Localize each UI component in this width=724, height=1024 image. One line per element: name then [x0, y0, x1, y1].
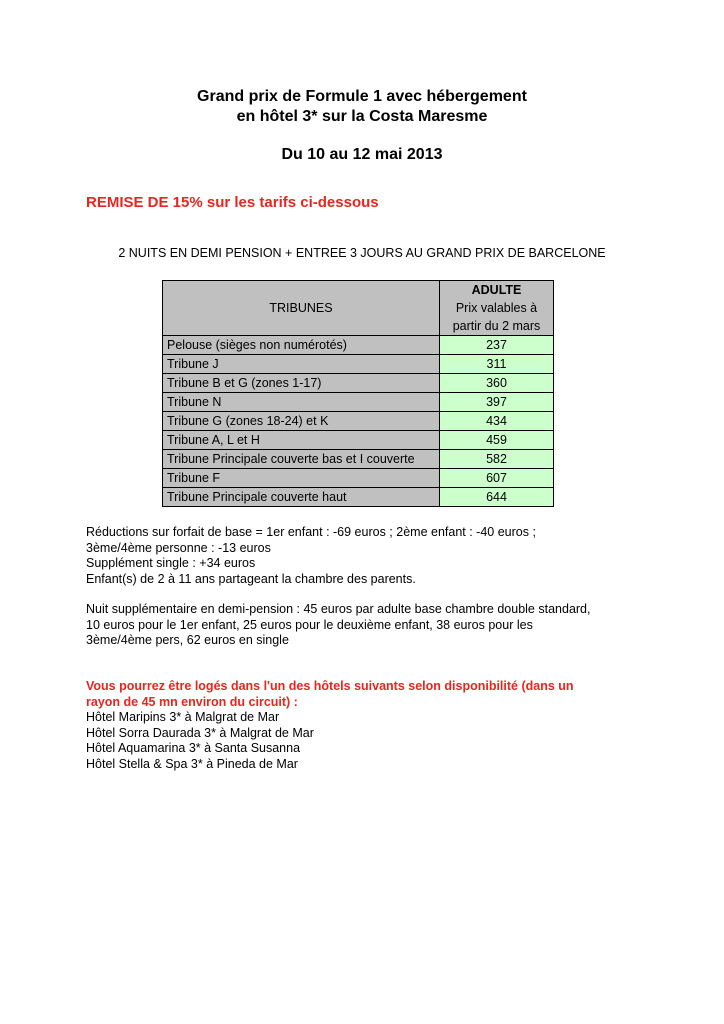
header-adulte-title: ADULTE: [471, 283, 522, 297]
event-dates: Du 10 au 12 mai 2013: [281, 146, 443, 163]
hotel-item: Hôtel Aquamarina 3* à Santa Susanna: [86, 741, 301, 755]
tribune-price: 311: [440, 355, 554, 374]
header-adulte-note1: Prix valables à: [455, 301, 538, 315]
extra-night-line: 3ème/4ème pers, 62 euros en single: [86, 633, 289, 647]
hotel-item: Hôtel Maripins 3* à Malgrat de Mar: [86, 710, 280, 724]
tribune-price: 459: [440, 431, 554, 450]
table-row: [163, 450, 554, 469]
hotel-item: Hôtel Sorra Daurada 3* à Malgrat de Mar: [86, 725, 314, 740]
hotels-section: [86, 679, 646, 772]
package-description: 2 NUITS EN DEMI PENSION + ENTREE 3 JOURS AU GRAND PRIX DE BARCELONE: [118, 246, 606, 260]
tribune-price: 434: [440, 412, 554, 431]
price-table: [162, 280, 554, 507]
hotels-intro: rayon de 45 mn environ du circuit) :: [86, 694, 298, 709]
reductions-line: Supplément single : +34 euros: [86, 556, 256, 570]
header-adulte-note2: partir du 2 mars: [452, 319, 541, 333]
tribune-price: 397: [440, 393, 554, 412]
table-row: [163, 431, 554, 450]
reductions-line: 3ème/4ème personne : -13 euros: [86, 540, 271, 555]
tribune-name: Tribune J: [163, 355, 440, 374]
hotels-intro: Vous pourrez être logés dans l'un des hôtels suivants selon disponibilité (dans un: [86, 679, 574, 693]
page-title-line1: Grand prix de Formule 1 avec hébergement: [197, 88, 527, 105]
table-row: [163, 374, 554, 393]
reductions-line: Réductions sur forfait de base = 1er enfant : -69 euros ; 2ème enfant : -40 euros ;: [86, 525, 536, 539]
table-row: [163, 412, 554, 431]
tribune-name: Tribune Principale couverte bas et I couverte: [163, 450, 440, 469]
table-row: [163, 355, 554, 374]
extra-night-section: [86, 602, 646, 649]
reductions-line: Enfant(s) de 2 à 11 ans partageant la chambre des parents.: [86, 571, 416, 586]
header-adulte: [440, 281, 554, 336]
discount-banner: REMISE DE 15% sur les tarifs ci-dessous: [86, 194, 379, 211]
reductions-section: [86, 525, 646, 587]
tribune-price: 237: [440, 336, 554, 355]
page-title-line2: en hôtel 3* sur la Costa Maresme: [236, 108, 488, 125]
tribune-name: Tribune F: [163, 469, 440, 488]
tribune-price: 607: [440, 469, 554, 488]
tribune-price: 360: [440, 374, 554, 393]
table-row: [163, 393, 554, 412]
hotel-item: Hôtel Stella & Spa 3* à Pineda de Mar: [86, 756, 298, 771]
header-tribunes: TRIBUNES: [163, 281, 440, 336]
extra-night-line: Nuit supplémentaire en demi-pension : 45 euros par adulte base chambre double standard,: [86, 602, 591, 616]
tribune-name: Pelouse (sièges non numérotés): [163, 336, 440, 355]
table-row: [163, 488, 554, 507]
table-row: [163, 336, 554, 355]
tribune-name: Tribune B et G (zones 1-17): [163, 374, 440, 393]
tribune-price: 582: [440, 450, 554, 469]
extra-night-line: 10 euros pour le 1er enfant, 25 euros pour le deuxième enfant, 38 euros pour les: [86, 617, 533, 632]
table-header-row: [163, 281, 554, 336]
tribune-name: Tribune N: [163, 393, 440, 412]
tribune-price: 644: [440, 488, 554, 507]
tribune-name: Tribune A, L et H: [163, 431, 440, 450]
table-row: [163, 469, 554, 488]
tribune-name: Tribune Principale couverte haut: [163, 488, 440, 507]
tribune-name: Tribune G (zones 18-24) et K: [163, 412, 440, 431]
